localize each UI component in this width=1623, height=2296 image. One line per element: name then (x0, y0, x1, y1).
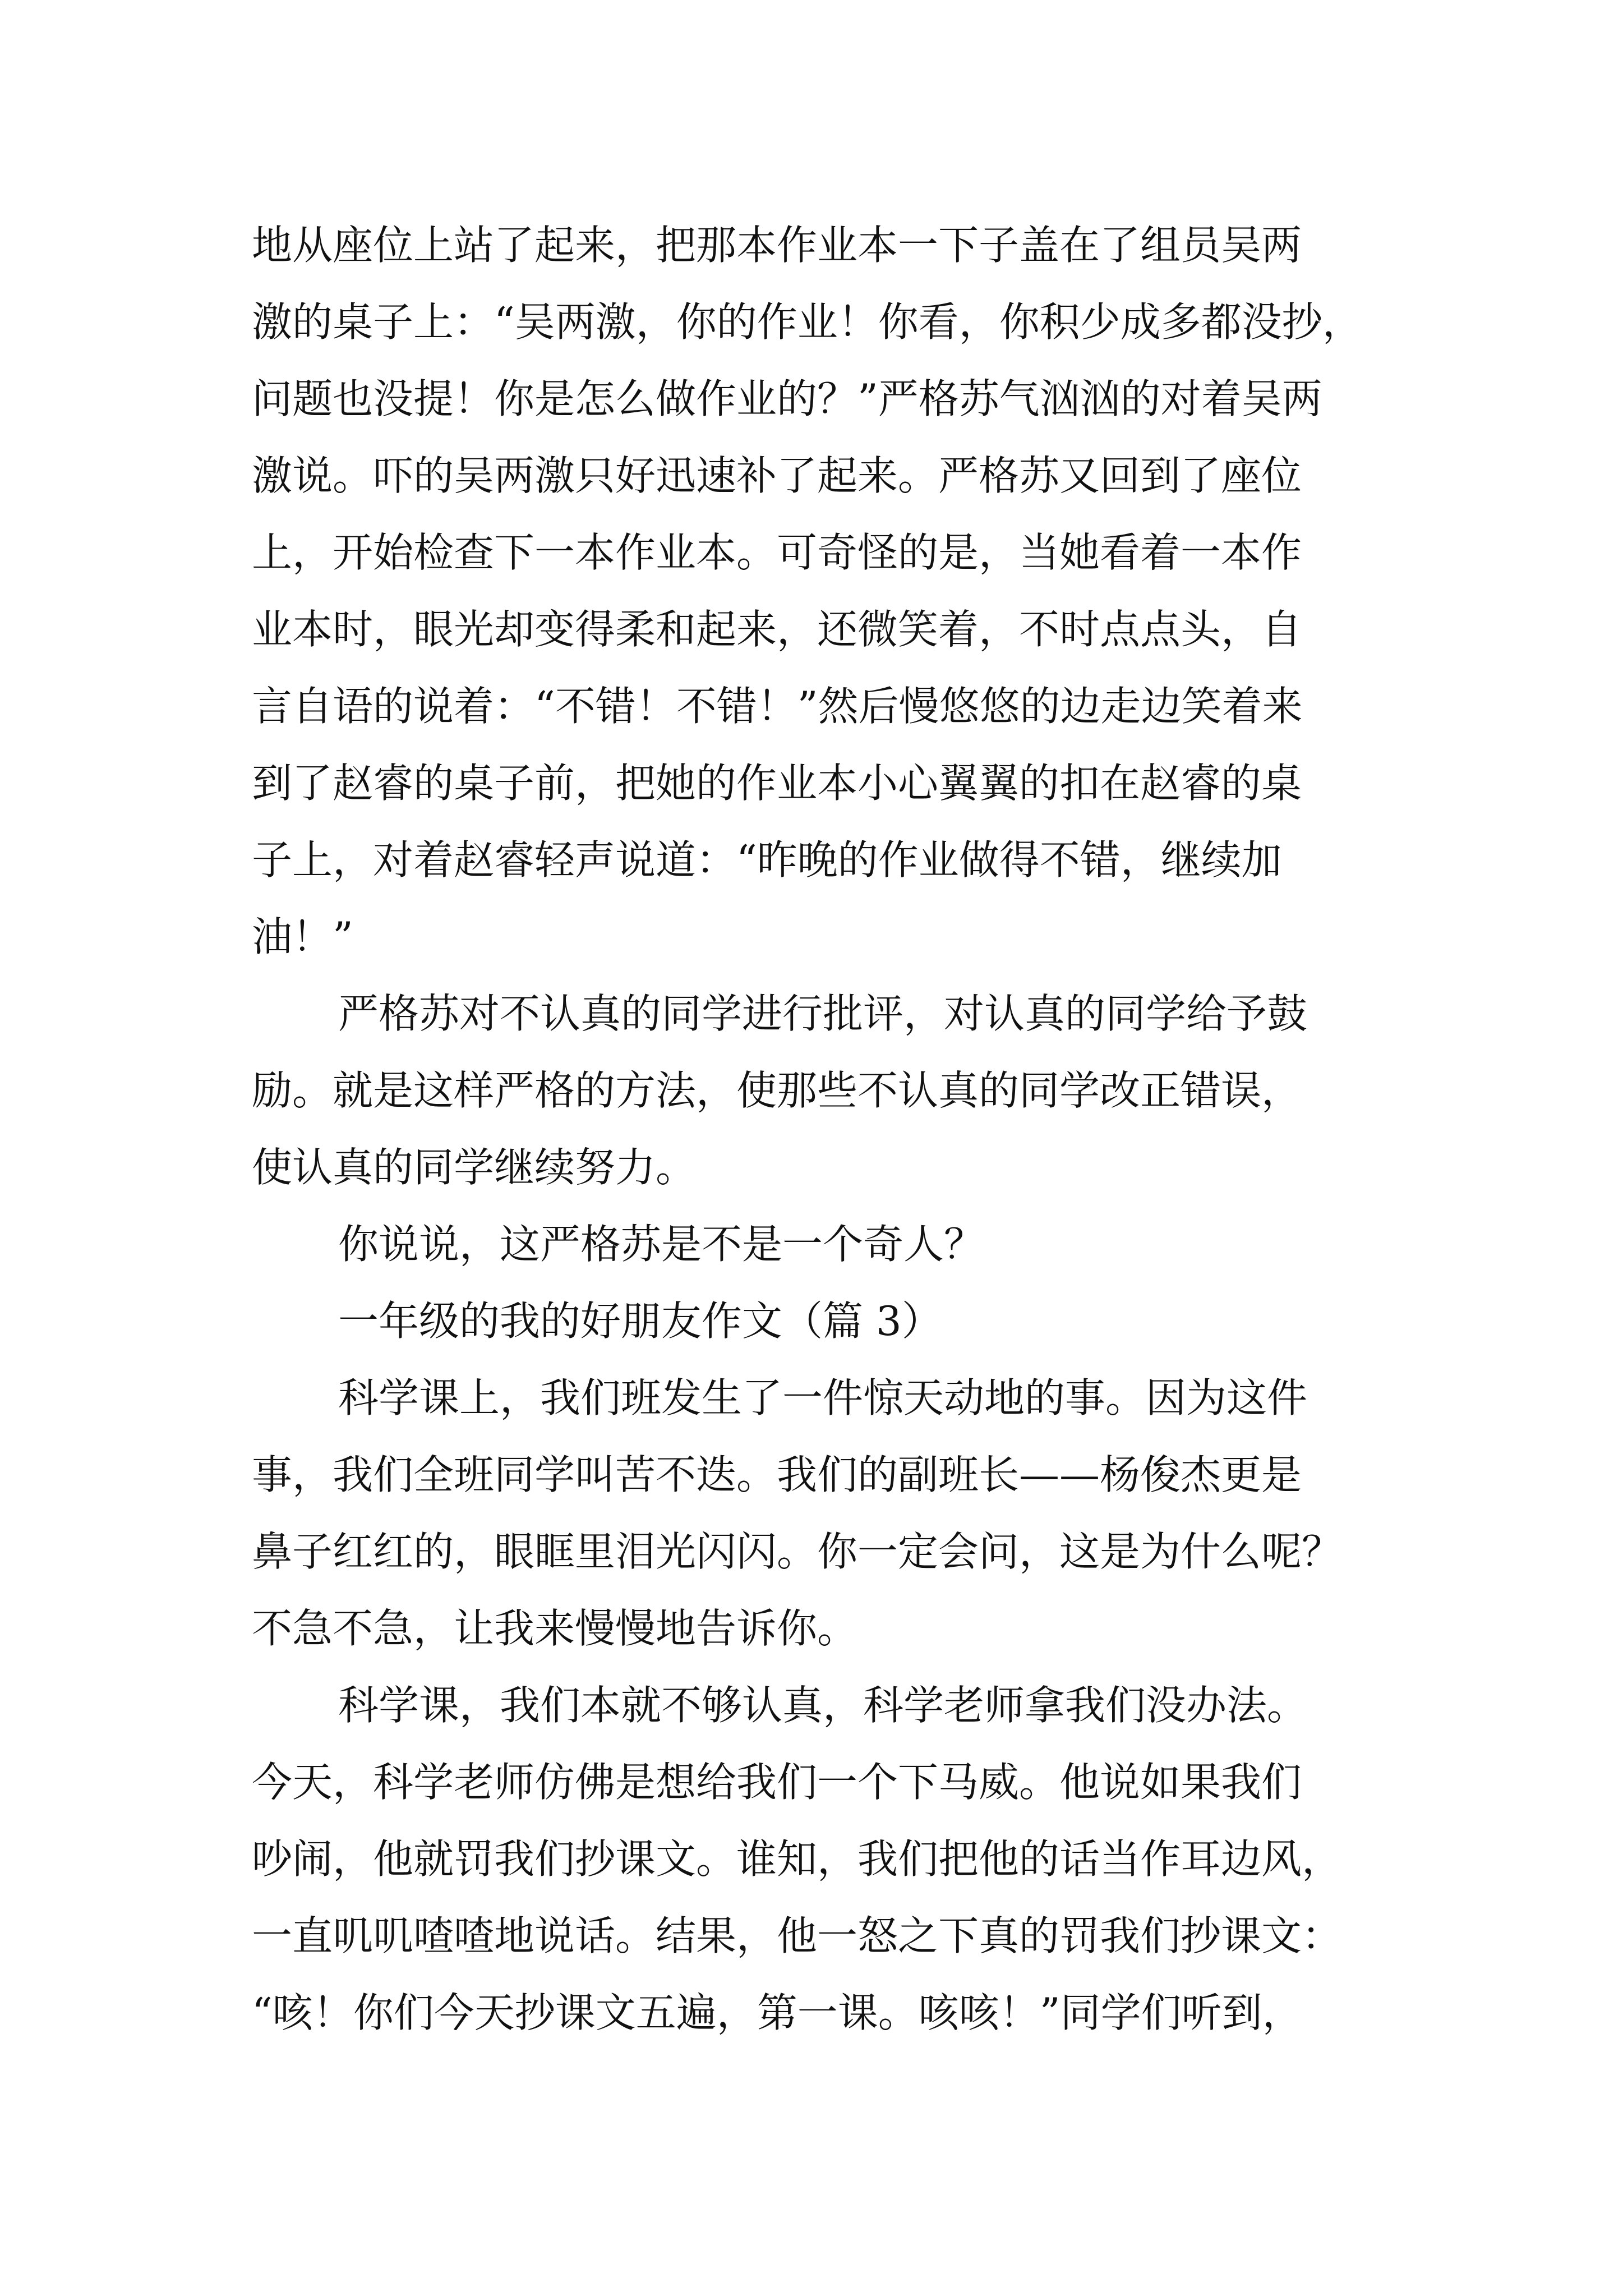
paragraph-first-line: 你说说，这严格苏是不是一个奇人？ (338, 1221, 985, 1268)
text-line: 不急不急，让我来慢慢地告诉你。 (252, 1605, 858, 1652)
text-line: 上，开始检查下一本作业本。可奇怪的是，当她看着一本作 (252, 529, 1302, 576)
text-line: 鼻子红红的，眼眶里泪光闪闪。你一定会问，这是为什么呢？ (252, 1528, 1343, 1575)
paragraph-first-line: 科学课上，我们班发生了一件惊天动地的事。因为这件 (338, 1374, 1308, 1421)
text-line: 今天，科学老师仿佛是想给我们一个下马威。他说如果我们 (252, 1759, 1302, 1806)
text-line: 到了赵睿的桌子前，把她的作业本小心翼翼的扣在赵睿的桌 (252, 760, 1302, 807)
text-line: 地从座位上站了起来，把那本作业本一下子盖在了组员吴两 (252, 222, 1302, 269)
text-line: 问题也没提！你是怎么做作业的？”严格苏气汹汹的对着吴两 (252, 375, 1322, 422)
text-line: 使认真的同学继续努力。 (252, 1144, 697, 1191)
section-heading: 一年级的我的好朋友作文（篇 3） (338, 1297, 942, 1345)
text-line: “咳！你们今天抄课文五遍，第一课。咳咳！”同学们听到， (252, 1989, 1303, 2036)
text-line: 励。就是这样严格的方法，使那些不认真的同学改正错误， (252, 1067, 1302, 1114)
text-line: 子上，对着赵睿轻声说道：“昨晚的作业做得不错，继续加 (252, 836, 1282, 884)
paragraph-first-line: 严格苏对不认真的同学进行批评，对认真的同学给予鼓 (338, 990, 1308, 1037)
text-line: 激说。吓的吴两激只好迅速补了起来。严格苏又回到了座位 (252, 452, 1302, 499)
text-line: 言自语的说着：“不错！不错！”然后慢悠悠的边走边笑着来 (252, 683, 1303, 730)
text-line: 事，我们全班同学叫苦不迭。我们的副班长——杨俊杰更是 (252, 1451, 1302, 1498)
text-line: 激的桌子上：“吴两激，你的作业！你看，你积少成多都没抄， (252, 298, 1363, 346)
text-line: 业本时，眼光却变得柔和起来，还微笑着，不时点点头，自 (252, 606, 1302, 653)
text-line: 一直叽叽喳喳地说话。结果，他一怒之下真的罚我们抄课文： (252, 1912, 1343, 1959)
text-line: 油！” (252, 913, 353, 960)
text-line: 吵闹，他就罚我们抄课文。谁知，我们把他的话当作耳边风， (252, 1835, 1343, 1883)
paragraph-first-line: 科学课，我们本就不够认真，科学老师拿我们没办法。 (338, 1682, 1308, 1729)
